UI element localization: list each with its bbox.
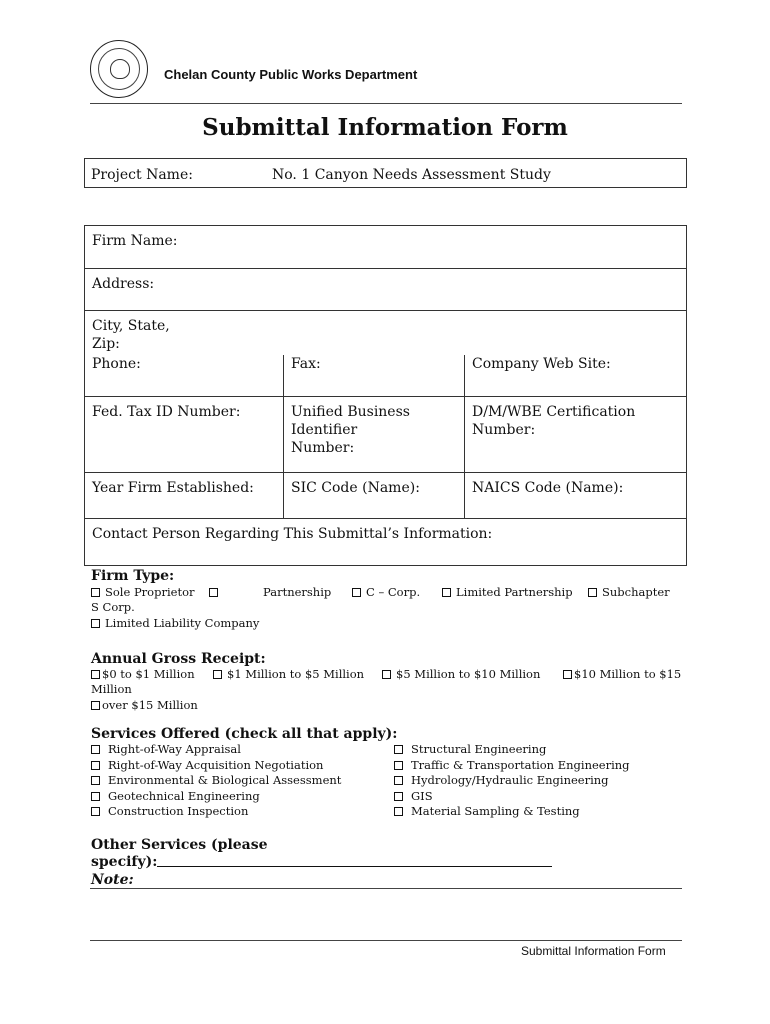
firm-name-label: Firm Name:: [92, 233, 178, 249]
county-seal-logo: [90, 40, 148, 98]
checkbox[interactable]: [442, 588, 451, 597]
apple-icon: [110, 59, 130, 79]
checkbox[interactable]: [91, 670, 100, 679]
checkbox[interactable]: [91, 792, 100, 801]
service-row-geotechnical[interactable]: Geotechnical Engineering: [91, 789, 341, 805]
contact-person-label: Contact Person Regarding This Submittal’s Information:: [92, 526, 493, 542]
checkbox[interactable]: [394, 745, 403, 754]
zip-label: Zip:: [92, 336, 120, 352]
dmwbe-field[interactable]: [465, 397, 687, 473]
services-right-column: [394, 742, 630, 820]
service-row-traffic[interactable]: Traffic & Transportation Engineering: [394, 758, 630, 774]
ubi-label-2: Identifier: [291, 422, 358, 438]
web-site-field[interactable]: [465, 355, 687, 397]
fed-tax-id-label: Fed. Tax ID Number:: [92, 404, 241, 420]
receipt-million-continued: Million: [91, 682, 132, 696]
other-services-specify-label: specify):: [91, 854, 158, 870]
checkbox[interactable]: [382, 670, 391, 679]
firm-info-table: [84, 225, 687, 566]
service-row-acquisition[interactable]: Right-of-Way Acquisition Negotiation: [91, 758, 341, 774]
service-row-appraisal[interactable]: Right-of-Way Appraisal: [91, 742, 341, 758]
service-row-environmental[interactable]: Environmental & Biological Assessment: [91, 773, 341, 789]
service-row-structural[interactable]: Structural Engineering: [394, 742, 630, 758]
checkbox[interactable]: [213, 670, 222, 679]
receipt-5-10m[interactable]: $5 Million to $10 Million: [382, 667, 540, 683]
receipt-10-15m[interactable]: $10 Million to $15: [563, 667, 681, 683]
checkbox[interactable]: [394, 776, 403, 785]
service-row-construction[interactable]: Construction Inspection: [91, 804, 341, 820]
firm-type-c-corp[interactable]: C – Corp.: [352, 585, 420, 601]
receipt-1-5m[interactable]: $1 Million to $5 Million: [213, 667, 364, 683]
year-established-label: Year Firm Established:: [92, 480, 254, 496]
checkbox[interactable]: [352, 588, 361, 597]
sic-code-field[interactable]: [284, 473, 465, 519]
footer-divider: [90, 940, 682, 941]
form-title: Submittal Information Form: [202, 114, 568, 141]
checkbox[interactable]: [563, 670, 572, 679]
services-left-column: [91, 742, 341, 820]
firm-type-llc[interactable]: Limited Liability Company: [91, 616, 259, 632]
dmwbe-label-1: D/M/WBE Certification: [472, 404, 636, 420]
gross-receipt-heading: Annual Gross Receipt:: [91, 651, 266, 667]
checkbox[interactable]: [91, 619, 100, 628]
checkbox[interactable]: [588, 588, 597, 597]
note-label: Note:: [91, 872, 134, 888]
footer-text: Submittal Information Form: [521, 944, 666, 958]
phone-field[interactable]: [85, 355, 284, 397]
ubi-label-3: Number:: [291, 440, 355, 456]
naics-code-field[interactable]: [465, 473, 687, 519]
firm-type-s-corp-continued: S Corp.: [91, 600, 135, 614]
city-state-label: City, State,: [92, 318, 170, 334]
service-row-hydrology[interactable]: Hydrology/Hydraulic Engineering: [394, 773, 630, 789]
ubi-field[interactable]: [284, 397, 465, 473]
service-row-gis[interactable]: GIS: [394, 789, 630, 805]
service-row-material[interactable]: Material Sampling & Testing: [394, 804, 630, 820]
web-site-label: Company Web Site:: [472, 356, 611, 372]
fax-label: Fax:: [291, 356, 321, 372]
project-name-label: Project Name:: [91, 167, 193, 183]
address-label: Address:: [92, 276, 155, 292]
year-established-field[interactable]: [85, 473, 284, 519]
ubi-label-1: Unified Business: [291, 404, 410, 420]
project-name-value: No. 1 Canyon Needs Assessment Study: [272, 167, 551, 183]
firm-type-heading: Firm Type:: [91, 568, 175, 584]
checkbox[interactable]: [91, 776, 100, 785]
sic-code-label: SIC Code (Name):: [291, 480, 420, 496]
checkbox[interactable]: [394, 807, 403, 816]
department-name: Chelan County Public Works Department: [164, 67, 418, 82]
firm-name-field[interactable]: [85, 226, 687, 269]
checkbox[interactable]: [91, 761, 100, 770]
address-field[interactable]: [85, 269, 687, 311]
contact-person-field[interactable]: [85, 519, 687, 566]
services-heading: Services Offered (check all that apply):: [91, 726, 398, 742]
fax-field[interactable]: [284, 355, 465, 397]
checkbox[interactable]: [394, 761, 403, 770]
note-divider: [90, 888, 682, 889]
fed-tax-id-field[interactable]: [85, 397, 284, 473]
naics-code-label: NAICS Code (Name):: [472, 480, 624, 496]
checkbox[interactable]: [394, 792, 403, 801]
dmwbe-label-2: Number:: [472, 422, 536, 438]
other-services-label: Other Services (please: [91, 837, 268, 853]
checkbox[interactable]: [209, 588, 218, 597]
firm-type-partnership[interactable]: Partnership: [209, 585, 331, 601]
firm-type-sole-proprietor[interactable]: Sole Proprietor: [91, 585, 194, 601]
other-services-input-line[interactable]: [157, 866, 552, 867]
firm-type-subchapter-s-corp[interactable]: Subchapter: [588, 585, 670, 601]
firm-type-limited-partnership[interactable]: Limited Partnership: [442, 585, 573, 601]
checkbox[interactable]: [91, 588, 100, 597]
checkbox[interactable]: [91, 745, 100, 754]
header-divider: [90, 103, 682, 104]
phone-label: Phone:: [92, 356, 141, 372]
city-state-zip-field[interactable]: [85, 311, 687, 355]
checkbox[interactable]: [91, 807, 100, 816]
receipt-0-1m[interactable]: $0 to $1 Million: [91, 667, 195, 683]
checkbox[interactable]: [91, 701, 100, 710]
receipt-over-15m[interactable]: over $15 Million: [91, 698, 198, 714]
